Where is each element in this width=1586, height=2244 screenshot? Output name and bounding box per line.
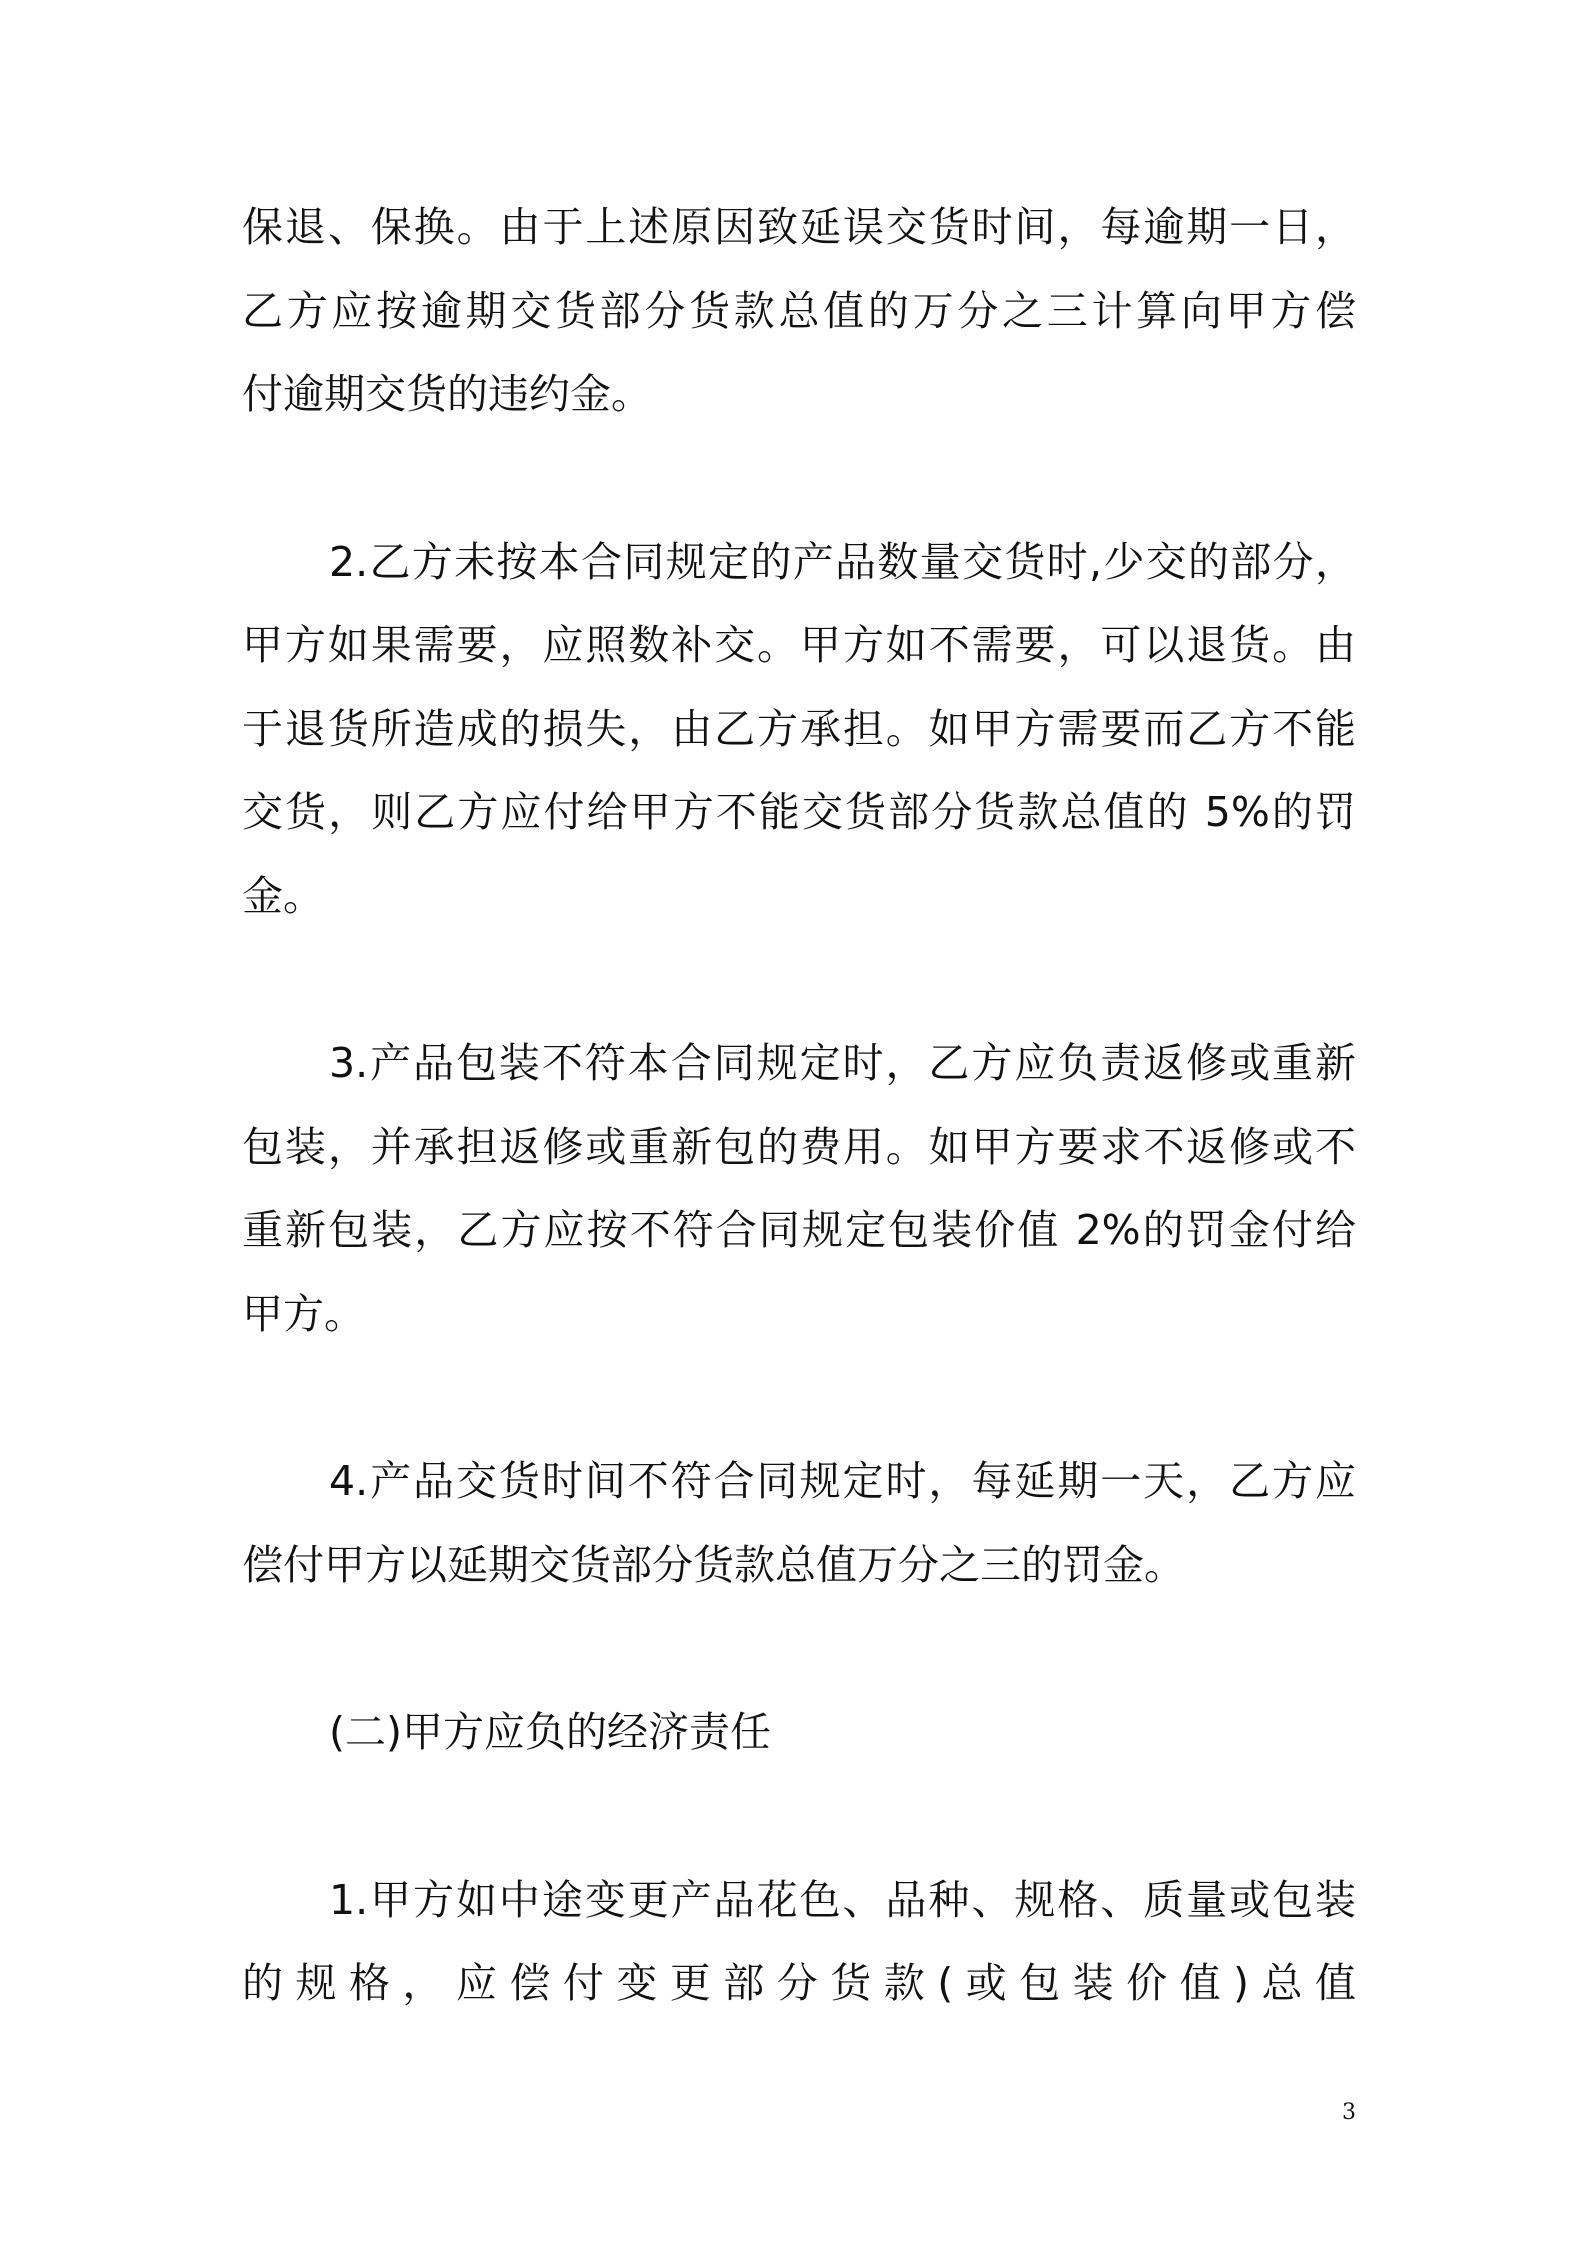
text-line: 甲方。 (242, 1289, 365, 1338)
text-line: 交货，则乙方应付给甲方不能交货部分货款总值的 5%的罚 (242, 788, 1356, 836)
heading-line: (二)甲方应负的经济责任 (329, 1708, 771, 1756)
text-line: 重新包装，乙方应按不符合同规定包装价值 2%的罚金付给 (242, 1206, 1356, 1254)
paragraph-clause-2 (242, 521, 1356, 939)
text-line: 金。 (242, 871, 324, 920)
paragraph-delivery-delay (242, 186, 1356, 437)
document-body (242, 186, 1356, 2026)
text-line: 包装，并承担返修或重新包的费用。如甲方要求不返修或不 (242, 1122, 1356, 1171)
text-line: 4.产品交货时间不符合同规定时，每延期一天，乙方应 (329, 1457, 1356, 1505)
text-line: 3.产品包装不符本合同规定时，乙方应负责返修或重新 (329, 1039, 1356, 1087)
paragraph-party-a-clause-1 (242, 1859, 1356, 2026)
text-line: 乙方应按逾期交货部分货款总值的万分之三计算向甲方偿 (242, 286, 1356, 335)
text-line: 2.乙方未按本合同规定的产品数量交货时,少交的部分， (329, 537, 1356, 586)
text-line: 于退货所造成的损失，由乙方承担。如甲方需要而乙方不能 (242, 704, 1356, 753)
paragraph-clause-4 (242, 1440, 1356, 1607)
text-line: 保退、保换。由于上述原因致延误交货时间，每逾期一日， (242, 203, 1356, 251)
text-line: 付逾期交货的违约金。 (242, 370, 652, 418)
section-heading (242, 1691, 1356, 1775)
text-line: 的规格，应偿付变更部分货款(或包装价值)总值 (242, 1959, 1356, 2007)
text-line: 1.甲方如中途变更产品花色、品种、规格、质量或包装 (329, 1875, 1356, 1924)
text-line: 甲方如果需要，应照数补交。甲方如不需要，可以退货。由 (242, 621, 1356, 669)
paragraph-clause-3 (242, 1022, 1356, 1356)
page-number: 3 (1342, 2100, 1356, 2125)
text-line: 偿付甲方以延期交货部分货款总值万分之三的罚金。 (242, 1540, 1185, 1589)
